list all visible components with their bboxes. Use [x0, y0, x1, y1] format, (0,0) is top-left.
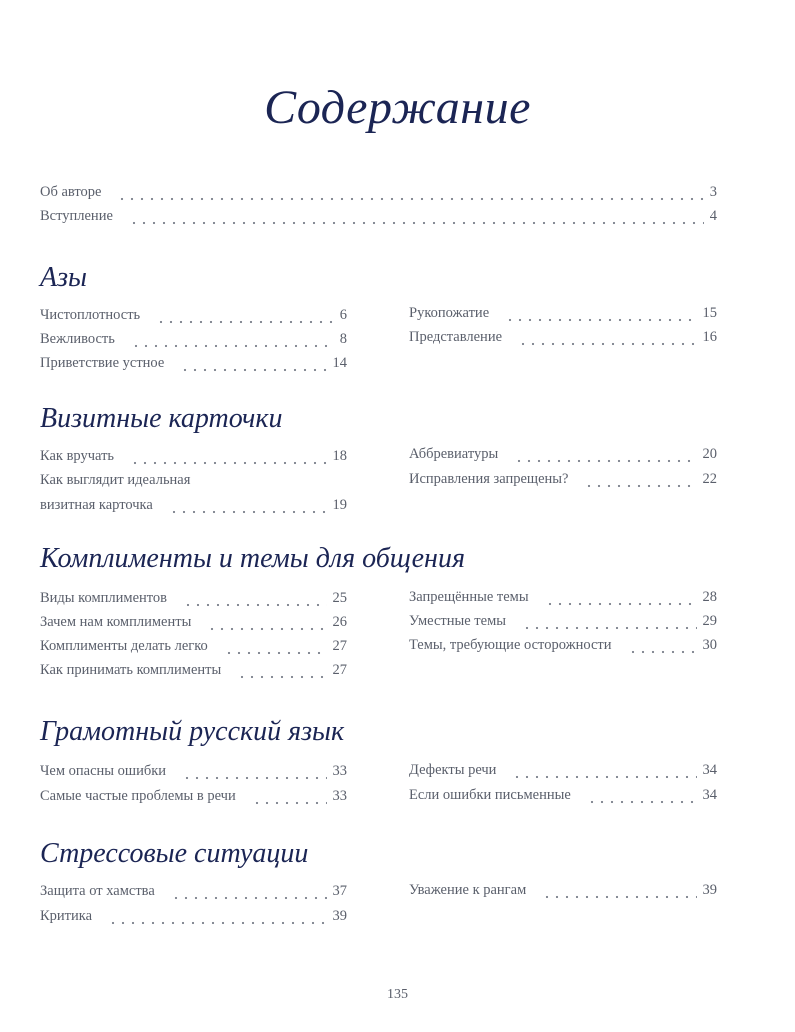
toc-entry[interactable]: [409, 589, 717, 609]
toc-entry-label: Виды комплиментов: [40, 590, 168, 606]
page-title: Содержание: [264, 81, 531, 134]
toc-entry-label: Как принимать комплименты: [40, 662, 222, 678]
toc-entry[interactable]: [40, 638, 347, 658]
dot-leader: [252, 794, 327, 808]
dot-leader: [584, 477, 696, 491]
toc-entry[interactable]: [409, 446, 717, 466]
toc-entry-page: 6: [339, 307, 347, 323]
toc-entry-page: 14: [332, 355, 347, 371]
toc-entry-label: Чем опасны ошибки: [40, 763, 167, 779]
toc-entry[interactable]: [40, 883, 347, 903]
toc-entry[interactable]: [409, 787, 717, 807]
toc-entry[interactable]: [409, 471, 717, 491]
toc-entry[interactable]: [40, 184, 717, 204]
toc-entry[interactable]: [409, 882, 717, 902]
toc-entry[interactable]: [40, 908, 347, 928]
toc-entry-page: 33: [332, 788, 347, 804]
section-heading: Азы: [40, 262, 87, 293]
toc-entry-page: 34: [702, 787, 717, 803]
toc-entry[interactable]: [40, 497, 347, 517]
toc-entry-page: 20: [702, 446, 717, 462]
dot-leader: [207, 620, 326, 634]
toc-entry-label: Самые частые проблемы в речи: [40, 788, 236, 804]
toc-entry-page: 22: [702, 471, 717, 487]
toc-entry-page: 8: [339, 331, 347, 347]
toc-entry-label: Рукопожатие: [409, 305, 490, 321]
dot-leader: [180, 361, 326, 375]
toc-entry-page: 27: [332, 662, 347, 678]
dot-leader: [156, 313, 334, 327]
toc-entry-label: Если ошибки письменные: [409, 787, 571, 803]
dot-leader: [129, 214, 704, 228]
toc-entry-label: Представление: [409, 329, 503, 345]
toc-entry-page: 3: [709, 184, 717, 200]
toc-entry[interactable]: [40, 662, 347, 682]
toc-entry[interactable]: [40, 448, 347, 468]
toc-entry[interactable]: [409, 637, 717, 657]
toc-entry-page: 33: [332, 763, 347, 779]
toc-entry-label[interactable]: Как выглядит идеальная: [40, 472, 191, 488]
toc-entry-page: 15: [702, 305, 717, 321]
dot-leader: [108, 914, 326, 928]
dot-leader: [505, 311, 696, 325]
toc-entry-page: 34: [702, 762, 717, 778]
toc-entry-label: Защита от хамства: [40, 883, 155, 899]
dot-leader: [182, 769, 326, 783]
toc-entry-page: 25: [332, 590, 347, 606]
toc-entry-page: 4: [709, 208, 717, 224]
page-number: 135: [387, 987, 408, 1002]
dot-leader: [545, 595, 697, 609]
toc-entry-page: 27: [332, 638, 347, 654]
dot-leader: [628, 643, 697, 657]
toc-entry-label: Критика: [40, 908, 93, 924]
toc-entry-label: Зачем нам комплименты: [40, 614, 192, 630]
toc-entry-label: Уважение к рангам: [409, 882, 527, 898]
toc-entry-page: 29: [702, 613, 717, 629]
toc-entry[interactable]: [409, 305, 717, 325]
dot-leader: [130, 454, 326, 468]
toc-entry-label: Комплименты делать легко: [40, 638, 208, 654]
dot-leader: [237, 668, 326, 682]
toc-entry-label: Исправления запрещены?: [409, 471, 569, 487]
toc-entry[interactable]: [40, 763, 347, 783]
section-heading: Визитные карточки: [40, 403, 283, 434]
toc-entry-page: 28: [702, 589, 717, 605]
toc-entry-page: 18: [332, 448, 347, 464]
toc-entry-label: Аббревиатуры: [409, 446, 499, 462]
toc-entry[interactable]: [40, 355, 347, 375]
toc-entry-page: 16: [702, 329, 717, 345]
section-heading: Грамотный русский язык: [40, 716, 345, 747]
toc-entry-label: Об авторе: [40, 184, 102, 200]
toc-entry-label: визитная карточка: [40, 497, 153, 513]
section-heading: Стрессовые ситуации: [40, 838, 309, 869]
dot-leader: [224, 644, 327, 658]
toc-entry-label: Приветствие устное: [40, 355, 165, 371]
dot-leader: [169, 503, 327, 517]
section-heading: Комплименты и темы для общения: [40, 543, 465, 574]
toc-entry-label: Дефекты речи: [409, 762, 497, 778]
dot-leader: [587, 793, 697, 807]
toc-entry-label: Запрещённые темы: [409, 589, 529, 605]
toc-entry-label: Уместные темы: [409, 613, 506, 629]
toc-entry-page: 19: [332, 497, 347, 513]
toc-entry[interactable]: [409, 613, 717, 633]
toc-entry[interactable]: [40, 307, 347, 327]
dot-leader: [171, 889, 327, 903]
toc-entry-page: 37: [332, 883, 347, 899]
toc-entry-label: Вежливость: [40, 331, 115, 347]
dot-leader: [514, 452, 696, 466]
dot-leader: [518, 335, 696, 349]
toc-entry-label: Чистоплотность: [40, 307, 141, 323]
toc-entry[interactable]: [409, 762, 717, 782]
toc-entry-label: Темы, требующие осторожности: [409, 637, 612, 653]
toc-entry[interactable]: [409, 329, 717, 349]
toc-entry-page: 39: [332, 908, 347, 924]
toc-entry[interactable]: [40, 208, 717, 228]
dot-leader: [131, 337, 334, 351]
toc-entry[interactable]: [40, 614, 347, 634]
dot-leader: [542, 888, 696, 902]
toc-entry-page: 39: [702, 882, 717, 898]
toc-entry-page: 30: [702, 637, 717, 653]
dot-leader: [117, 190, 703, 204]
toc-entry[interactable]: [40, 331, 347, 351]
toc-entry-page: 26: [332, 614, 347, 630]
toc-entry[interactable]: [40, 788, 347, 808]
toc-entry-label: Вступление: [40, 208, 113, 224]
dot-leader: [512, 768, 696, 782]
dot-leader: [522, 619, 697, 633]
dot-leader: [183, 596, 326, 610]
toc-entry[interactable]: [40, 590, 347, 610]
toc-entry-label: Как вручать: [40, 448, 115, 464]
